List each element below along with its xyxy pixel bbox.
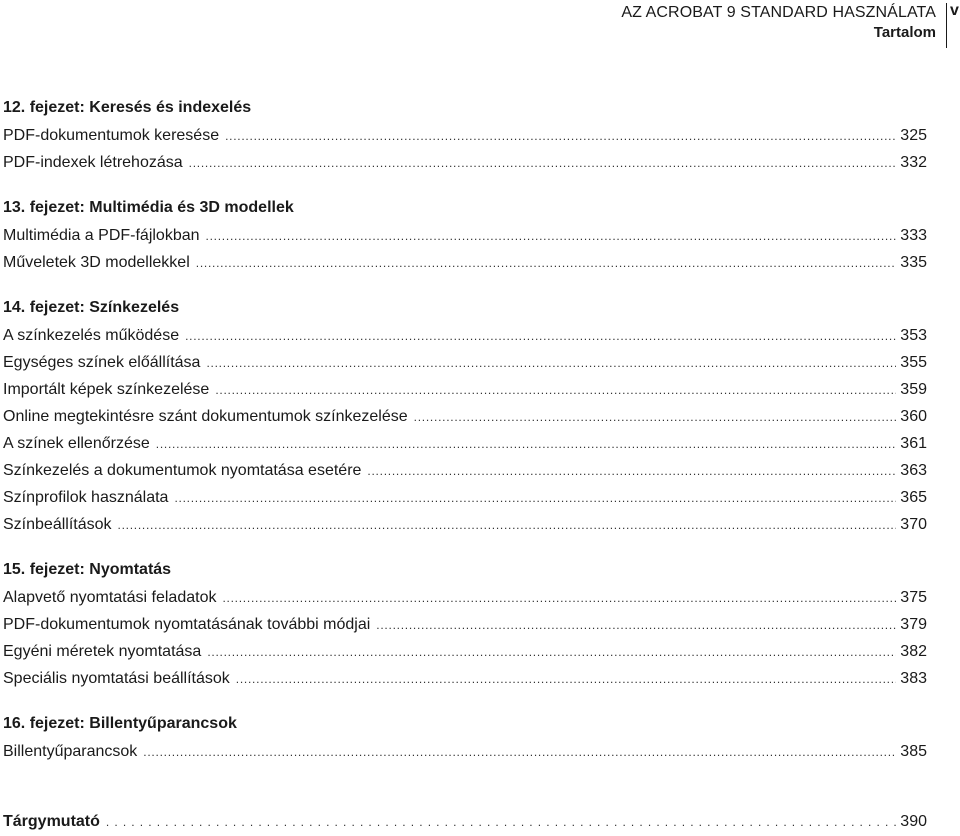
toc-entry[interactable] (3, 122, 927, 149)
toc-entry-page[interactable]: 335 (900, 254, 927, 271)
index-entry[interactable] (3, 808, 927, 835)
toc-entry[interactable] (3, 349, 927, 376)
toc-entry-label[interactable]: A színkezelés működése (3, 327, 180, 344)
toc-entry[interactable] (3, 222, 927, 249)
toc-entry-page[interactable]: 385 (900, 743, 927, 760)
dot-leader (367, 458, 896, 485)
toc-entry[interactable] (3, 430, 927, 457)
dot-leader (118, 512, 897, 539)
dot-leader (236, 666, 897, 693)
toc-entry[interactable] (3, 484, 927, 511)
header-divider (946, 3, 947, 48)
dot-leader (414, 404, 897, 431)
dot-leader (206, 350, 896, 377)
page-number: v (950, 2, 959, 19)
toc-entry-page[interactable]: 325 (900, 127, 927, 144)
toc-entry[interactable] (3, 611, 927, 638)
table-of-contents (3, 95, 927, 784)
toc-entry-page[interactable]: 355 (900, 354, 927, 371)
toc-entry-page[interactable]: 360 (900, 408, 927, 425)
toc-entry-page[interactable]: 382 (900, 643, 927, 660)
toc-entry-label[interactable]: Speciális nyomtatási beállítások (3, 670, 230, 687)
toc-entry-label[interactable]: Billentyűparancsok (3, 743, 138, 760)
dot-leader (207, 639, 896, 666)
toc-entry-label[interactable]: Multimédia a PDF-fájlokban (3, 227, 200, 244)
toc-entry[interactable] (3, 665, 927, 692)
toc-entry[interactable] (3, 403, 927, 430)
running-header (0, 0, 960, 52)
toc-entry[interactable] (3, 322, 927, 349)
toc-entry-page[interactable]: 383 (900, 670, 927, 687)
toc-entry-label[interactable]: Színprofilok használata (3, 489, 169, 506)
chapter-15 (3, 557, 927, 692)
chapter-12 (3, 95, 927, 176)
toc-entry-label[interactable]: PDF-indexek létrehozása (3, 154, 183, 171)
toc-entry[interactable] (3, 376, 927, 403)
toc-entry-page[interactable]: 370 (900, 516, 927, 533)
toc-entry[interactable] (3, 457, 927, 484)
toc-entry[interactable] (3, 738, 927, 765)
toc-entry-label[interactable]: Műveletek 3D modellekkel (3, 254, 190, 271)
toc-entry-label[interactable]: Színbeállítások (3, 516, 112, 533)
dot-leader (376, 612, 896, 639)
dot-leader (143, 739, 896, 766)
toc-entry-label[interactable]: Alapvető nyomtatási feladatok (3, 589, 217, 606)
dot-leader (206, 223, 897, 250)
dot-leader (215, 377, 896, 404)
index-page[interactable]: 390 (900, 813, 927, 830)
index-label[interactable]: Tárgymutató (3, 813, 100, 830)
chapter-title[interactable]: 15. fejezet: Nyomtatás (3, 561, 172, 578)
chapter-title[interactable]: 12. fejezet: Keresés és indexelés (3, 99, 252, 116)
toc-entry-label[interactable]: A színek ellenőrzése (3, 435, 150, 452)
toc-entry[interactable] (3, 511, 927, 538)
toc-entry-page[interactable]: 375 (900, 589, 927, 606)
toc-entry-page[interactable]: 333 (900, 227, 927, 244)
toc-entry[interactable] (3, 638, 927, 665)
toc-entry-label[interactable]: PDF-dokumentumok keresése (3, 127, 220, 144)
dot-leader (222, 585, 896, 612)
book-title: AZ ACROBAT 9 STANDARD HASZNÁLATA (621, 4, 936, 21)
toc-entry-page[interactable]: 353 (900, 327, 927, 344)
chapter-title[interactable]: 13. fejezet: Multimédia és 3D modellek (3, 199, 294, 216)
chapter-title[interactable]: 16. fejezet: Billentyűparancsok (3, 715, 237, 732)
chapter-16 (3, 711, 927, 765)
toc-entry-page[interactable]: 365 (900, 489, 927, 506)
toc-entry-page[interactable]: 361 (900, 435, 927, 452)
toc-entry[interactable] (3, 249, 927, 276)
dot-leader (106, 809, 896, 836)
dot-leader (174, 485, 896, 512)
dot-leader (156, 431, 897, 458)
chapter-13 (3, 195, 927, 276)
toc-entry-label[interactable]: Egységes színek előállítása (3, 354, 201, 371)
section-title: Tartalom (873, 24, 936, 41)
toc-entry-page[interactable]: 332 (900, 154, 927, 171)
toc-entry-label[interactable]: Egyéni méretek nyomtatása (3, 643, 202, 660)
dot-leader (225, 123, 896, 150)
toc-entry-label[interactable]: PDF-dokumentumok nyomtatásának további módjai (3, 616, 371, 633)
dot-leader (189, 150, 897, 177)
dot-leader (185, 323, 896, 350)
toc-entry[interactable] (3, 149, 927, 176)
toc-entry-page[interactable]: 359 (900, 381, 927, 398)
toc-entry-page[interactable]: 363 (900, 462, 927, 479)
toc-entry-label[interactable]: Importált képek színkezelése (3, 381, 210, 398)
dot-leader (196, 250, 897, 277)
toc-entry-page[interactable]: 379 (900, 616, 927, 633)
toc-entry[interactable] (3, 584, 927, 611)
chapter-14 (3, 295, 927, 538)
toc-entry-label[interactable]: Színkezelés a dokumentumok nyomtatása esetére (3, 462, 362, 479)
toc-entry-label[interactable]: Online megtekintésre szánt dokumentumok színkezelése (3, 408, 408, 425)
chapter-title[interactable]: 14. fejezet: Színkezelés (3, 299, 180, 316)
